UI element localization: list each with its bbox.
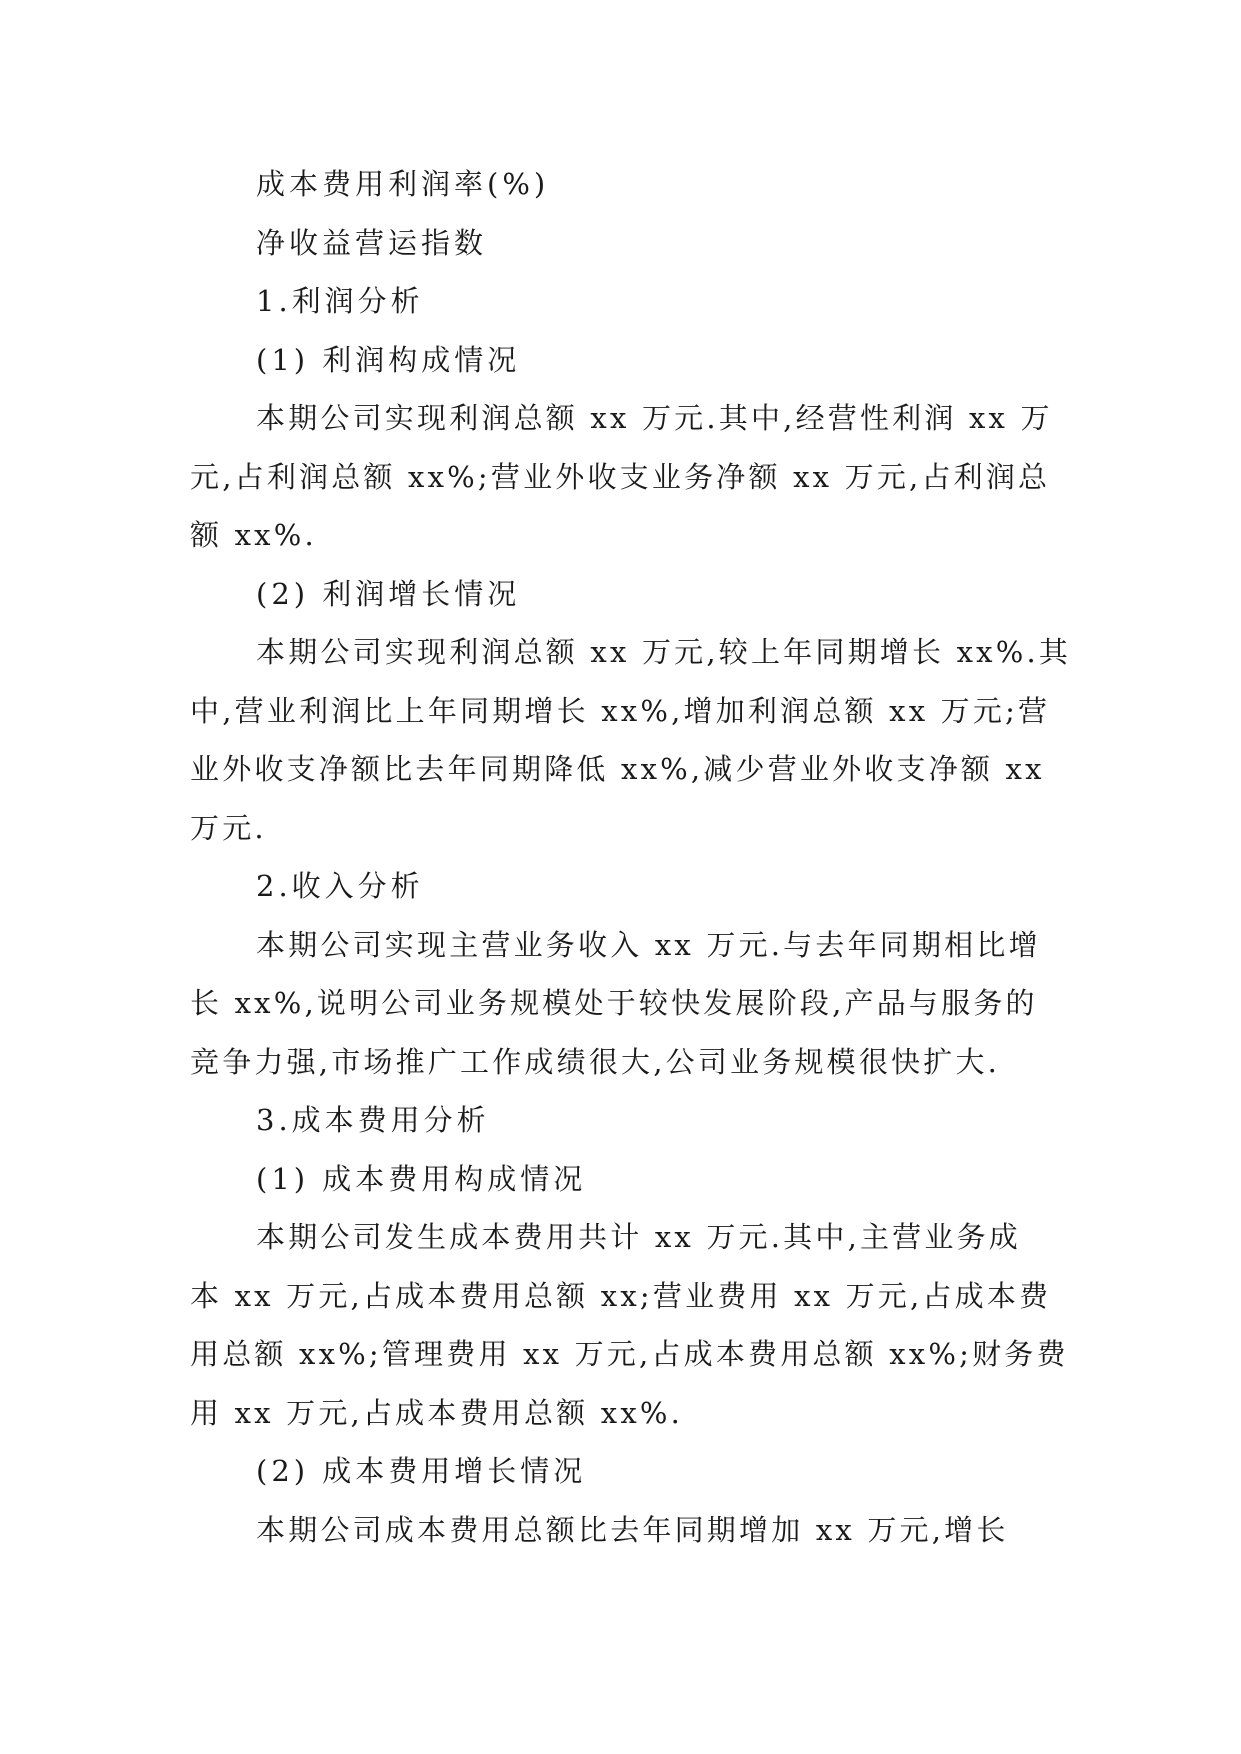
paragraph-line: 本期公司发生成本费用共计 xx 万元.其中,主营业务成 <box>256 1220 1021 1254</box>
paragraph-line: 本期公司实现利润总额 xx 万元,较上年同期增长 xx%.其 <box>256 635 1072 669</box>
paragraph-line: 竞争力强,市场推广工作成绩很大,公司业务规模很快扩大. <box>190 1044 1001 1079</box>
subheading-profit-growth: (2) 利润增长情况 <box>256 576 521 611</box>
paragraph-line: 本期公司成本费用总额比去年同期增加 xx 万元,增长 <box>256 1512 1009 1547</box>
paragraph-line: 额 xx%. <box>190 518 317 552</box>
section-heading-profit: 1.利润分析 <box>256 284 424 318</box>
subheading-cost-growth: (2) 成本费用增长情况 <box>256 1454 587 1488</box>
paragraph-line: 业外收支净额比去年同期降低 xx%,减少营业外收支净额 xx <box>190 752 1045 786</box>
paragraph-line: 万元. <box>190 810 267 845</box>
section-heading-cost: 3.成本费用分析 <box>256 1103 490 1137</box>
paragraph-line: 用总额 xx%;管理费用 xx 万元,占成本费用总额 xx%;财务费 <box>190 1337 1069 1371</box>
paragraph-line: 本 xx 万元,占成本费用总额 xx;营业费用 xx 万元,占成本费 <box>190 1278 1052 1313</box>
paragraph-line: 本期公司实现利润总额 xx 万元.其中,经营性利润 xx 万 <box>256 401 1053 435</box>
text-line-index: 净收益营运指数 <box>256 225 488 260</box>
section-heading-income: 2.收入分析 <box>256 869 424 903</box>
subheading-cost-composition: (1) 成本费用构成情况 <box>256 1161 587 1196</box>
paragraph-line: 中,营业利润比上年同期增长 xx%,增加利润总额 xx 万元;营 <box>190 693 1051 728</box>
text-line-ratio: 成本费用利润率(%) <box>256 167 550 201</box>
paragraph-line: 用 xx 万元,占成本费用总额 xx%. <box>190 1395 684 1430</box>
paragraph-line: 本期公司实现主营业务收入 xx 万元.与去年同期相比增 <box>256 927 1041 962</box>
subheading-profit-composition: (1) 利润构成情况 <box>256 342 521 377</box>
paragraph-line: 元,占利润总额 xx%;营业外收支业务净额 xx 万元,占利润总 <box>190 459 1051 494</box>
paragraph-line: 长 xx%,说明公司业务规模处于较快发展阶段,产品与服务的 <box>190 986 1038 1020</box>
document-page <box>190 155 1072 1559</box>
